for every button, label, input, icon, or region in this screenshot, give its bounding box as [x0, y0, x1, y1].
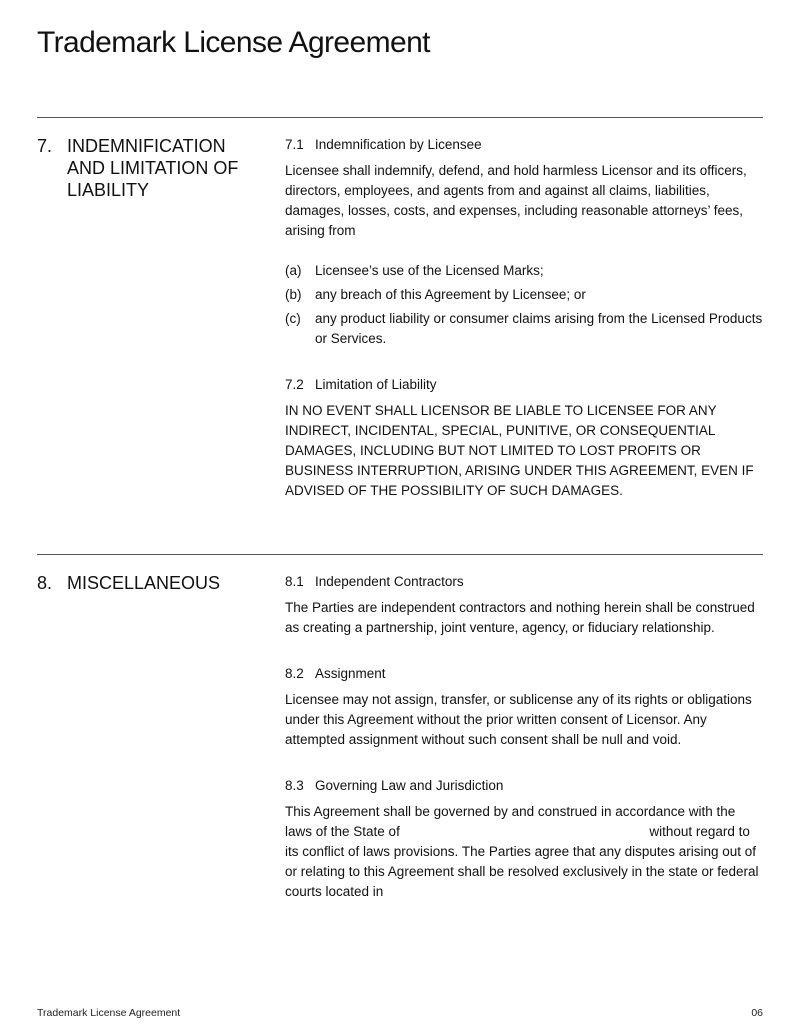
clause-title: Indemnification by Licensee [315, 137, 482, 152]
section-number: 7. [37, 136, 53, 156]
clause-list [285, 261, 765, 349]
list-item [285, 285, 765, 305]
list-item-text: Licensee’s use of the Licensed Marks; [315, 263, 544, 278]
clause-title: Governing Law and Jurisdiction [315, 778, 504, 793]
section-number: 8. [37, 573, 53, 593]
section-divider [37, 554, 763, 555]
clause-text: Licensee shall indemnify, defend, and hold harmless Licensor and its officers, directors, employees, and agents from and against all claims, liabilities, damages, losses, costs, and expenses, including reasonable attorneys’ fees, arising from [285, 163, 747, 238]
clause-7-2 [285, 375, 765, 501]
clause-text: The Parties are independent contractors and nothing herein shall be construed as creating a partnership, joint venture, agency, or fiduciary relationship. [285, 600, 755, 635]
clause-heading [285, 572, 765, 592]
section-divider [37, 117, 763, 118]
clause-title: Assignment [315, 666, 386, 681]
clause-number: 8.3 [285, 778, 304, 793]
clause-heading [285, 375, 765, 395]
list-item-text: any breach of this Agreement by Licensee; or [315, 287, 586, 302]
clause-number: 7.1 [285, 137, 304, 152]
section-heading [37, 135, 247, 201]
clause-heading [285, 664, 765, 684]
footer-document-title: Trademark License Agreement [37, 1007, 181, 1019]
clause-number: 8.1 [285, 574, 304, 589]
clause-number: 8.2 [285, 666, 304, 681]
document-title: Trademark License Agreement [37, 26, 430, 59]
governing-law-text: This Agreement shall be governed by and construed in accordance with the laws of the State of [285, 804, 736, 839]
jurisdiction-text: without regard to its conflict of laws provisions. The Parties agree that any disputes arising out of or relating to this Agreement shall be resolved exclusively in the state or federal courts located in [285, 824, 759, 899]
clause-8-1 [285, 572, 765, 638]
page-number: 06 [751, 1007, 763, 1019]
clause-8-2 [285, 664, 765, 750]
list-item-text: any product liability or consumer claims arising from the Licensed Products or Services. [315, 311, 763, 346]
section-body [285, 572, 765, 928]
clause-text: IN NO EVENT SHALL LICENSOR BE LIABLE TO LICENSEE FOR ANY INDIRECT, INCIDENTAL, SPECIAL, PUNITIVE, OR CONSEQUENTIAL DAMAGES, INCLUDING BUT NOT LIMITED TO LOST PROFITS OR BUSINESS INTERRUPTION, ARISING UNDER THIS AGREEMENT, EVEN IF ADVISED OF THE POSSIBILITY OF SUCH DAMAGES. [285, 403, 754, 498]
list-marker: (a) [285, 263, 302, 278]
clause-heading [285, 776, 765, 796]
section-title: MISCELLANEOUS [67, 573, 221, 593]
section-title: INDEMNIFICATION AND LIMITATION OF LIABILITY [67, 136, 239, 200]
clause-text: Licensee may not assign, transfer, or sublicense any of its rights or obligations under this Agreement without the prior written consent of Licensor. Any attempted assignment without such consent shall be null and void. [285, 692, 752, 747]
clause-7-1 [285, 135, 765, 349]
section-body [285, 135, 765, 527]
section-heading [37, 572, 247, 594]
clause-title: Limitation of Liability [315, 377, 437, 392]
clause-number: 7.2 [285, 377, 304, 392]
list-item [285, 261, 765, 281]
list-marker: (b) [285, 287, 302, 302]
clause-title: Independent Contractors [315, 574, 464, 589]
clause-8-3 [285, 776, 765, 902]
clause-text [285, 802, 765, 902]
list-marker: (c) [285, 311, 301, 326]
list-item [285, 309, 765, 349]
clause-heading [285, 135, 765, 155]
